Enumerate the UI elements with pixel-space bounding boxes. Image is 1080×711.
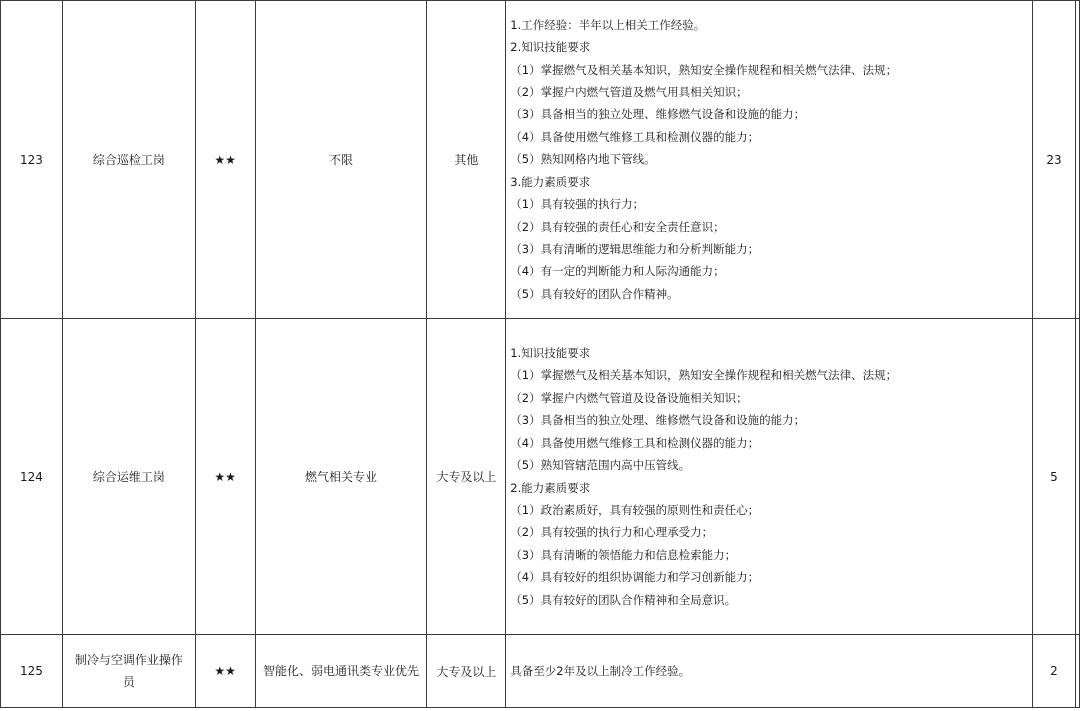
major-requirement: 智能化、弱电通讯类专业优先: [255, 635, 427, 708]
row-number: 124: [1, 319, 63, 635]
requirement-line: （5）熟知管辖范围内高中压管线。: [510, 458, 691, 473]
requirement-line: （1）掌握燃气及相关基本知识，熟知安全操作规程和相关燃气法律、法规；: [510, 368, 898, 383]
requirements-cell: [506, 319, 1033, 635]
requirement-line: 2.能力素质要求: [510, 480, 591, 495]
education-requirement: 其他: [427, 1, 506, 319]
edge-cell: [1075, 319, 1079, 635]
requirement-line: （4）具备使用燃气维修工具和检测仪器的能力；: [510, 435, 760, 450]
requirements-cell: [506, 635, 1033, 708]
requirement-line: （5）熟知网格内地下管线。: [510, 152, 656, 167]
education-requirement: 大专及以上: [427, 319, 506, 635]
headcount: 23: [1033, 1, 1076, 319]
requirement-line: （4）具有较好的组织协调能力和学习创新能力；: [510, 570, 760, 585]
requirement-line: （2）具有较强的执行力和心理承受力；: [510, 525, 714, 540]
requirement-line: 1.工作经验：半年以上相关工作经验。: [510, 17, 706, 32]
table-row: [1, 319, 1080, 635]
requirement-line: （4）具备使用燃气维修工具和检测仪器的能力；: [510, 129, 760, 144]
requirement-line: （1）具有较强的执行力；: [510, 197, 645, 212]
requirement-line: （1）掌握燃气及相关基本知识，熟知安全操作规程和相关燃气法律、法规；: [510, 62, 898, 77]
level-stars: ★★: [195, 319, 255, 635]
requirement-line: 2.知识技能要求: [510, 40, 591, 55]
requirement-line: （3）具备相当的独立处理、维修燃气设备和设施的能力；: [510, 107, 806, 122]
requirement-line: （3）具有清晰的领悟能力和信息检索能力；: [510, 547, 737, 562]
row-number: 123: [1, 1, 63, 319]
requirement-line: （2）掌握户内燃气管道及设备设施相关知识；: [510, 390, 748, 405]
table-row: [1, 1, 1080, 319]
requirement-line: （5）具有较好的团队合作精神和全局意识。: [510, 592, 737, 607]
requirement-line: 3.能力素质要求: [510, 174, 591, 189]
edge-cell: [1075, 1, 1079, 319]
table-row: [1, 635, 1080, 708]
row-number: 125: [1, 635, 63, 708]
requirement-line: （2）具有较强的责任心和安全责任意识；: [510, 219, 725, 234]
requirement-line: 具备至少2年及以上制冷工作经验。: [510, 663, 691, 678]
edge-cell: [1075, 635, 1079, 708]
requirement-line: （2）掌握户内燃气管道及燃气用具相关知识；: [510, 85, 748, 100]
level-stars: ★★: [195, 635, 255, 708]
requirement-line: 1.知识技能要求: [510, 346, 591, 361]
headcount: 5: [1033, 319, 1076, 635]
requirement-line: （1）政治素质好，具有较强的原则性和责任心；: [510, 502, 760, 517]
level-stars: ★★: [195, 1, 255, 319]
job-title: 制冷与空调作业操作员: [62, 635, 195, 708]
requirement-line: （4）有一定的判断能力和人际沟通能力；: [510, 264, 725, 279]
headcount: 2: [1033, 635, 1076, 708]
education-requirement: 大专及以上: [427, 635, 506, 708]
major-requirement: 不限: [255, 1, 427, 319]
requirement-line: （3）具备相当的独立处理、维修燃气设备和设施的能力；: [510, 413, 806, 428]
requirement-line: （5）具有较好的团队合作精神。: [510, 286, 679, 301]
job-title: 综合巡检工岗: [62, 1, 195, 319]
requirements-cell: [506, 1, 1033, 319]
major-requirement: 燃气相关专业: [255, 319, 427, 635]
job-title: 综合运维工岗: [62, 319, 195, 635]
requirement-line: （3）具有清晰的逻辑思维能力和分析判断能力；: [510, 241, 760, 256]
